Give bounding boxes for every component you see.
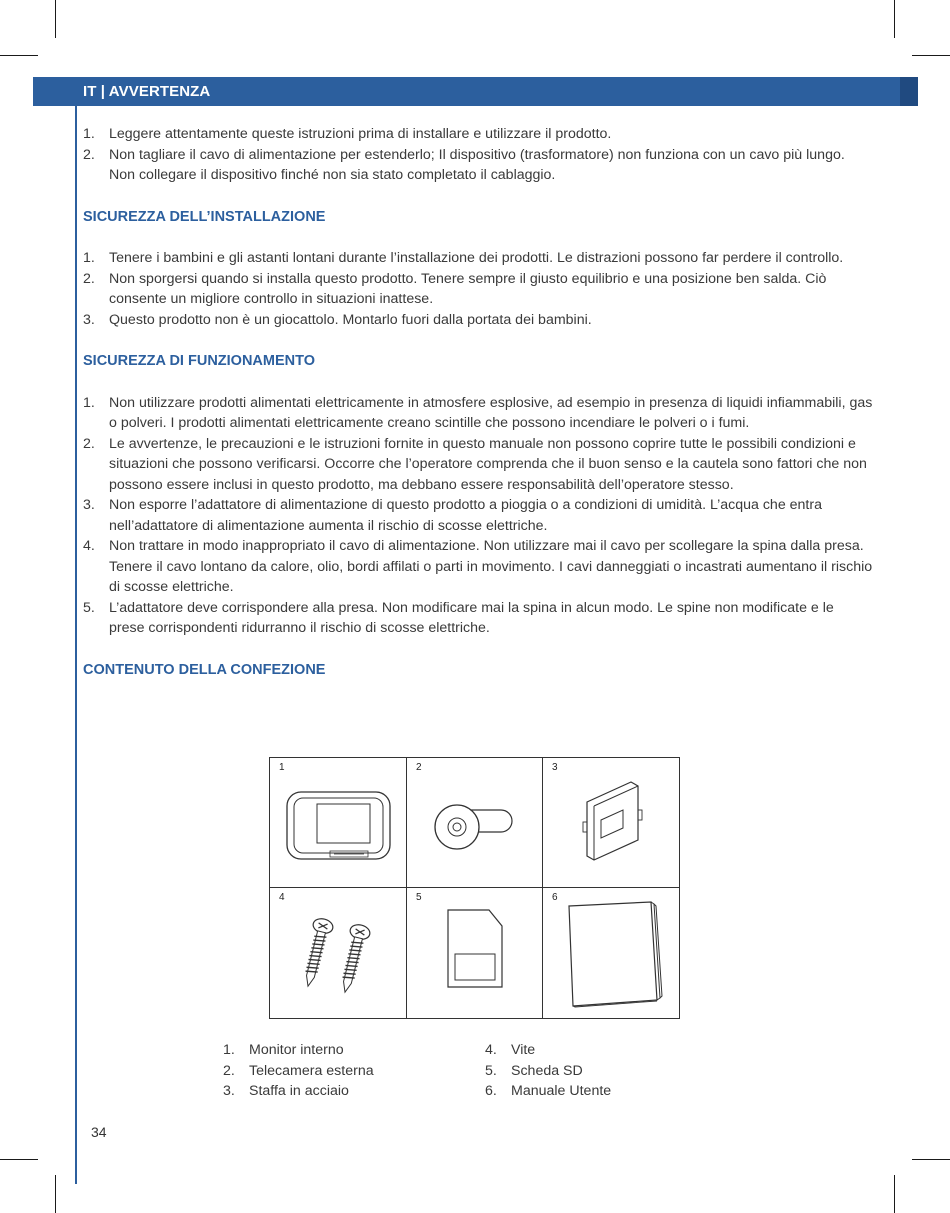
package-heading: CONTENUTO DELLA CONFEZIONE	[83, 661, 326, 678]
list-item	[83, 248, 873, 269]
monitor-icon	[270, 758, 406, 888]
item-label: Monitor interno	[249, 1042, 344, 1058]
list-item	[83, 495, 873, 536]
item-number: 1.	[223, 1042, 235, 1058]
item-number: 3.	[83, 311, 95, 328]
item-label: Manuale Utente	[511, 1083, 612, 1099]
item-number: 1.	[83, 250, 95, 266]
sd-card-icon	[407, 888, 543, 1018]
item-label: Vite	[511, 1042, 536, 1058]
item-label: Staffa in acciaio	[249, 1083, 349, 1099]
legend-item	[223, 1081, 374, 1102]
list-item	[83, 124, 873, 145]
screw-icon	[270, 888, 406, 1018]
list-item	[83, 598, 873, 639]
item-number: 5.	[83, 599, 95, 616]
installation-list	[83, 248, 873, 330]
bracket-icon	[543, 758, 679, 888]
package-cell-camera	[407, 758, 543, 888]
package-contents-grid	[269, 757, 680, 1019]
item-number: 2.	[223, 1062, 235, 1079]
cell-number: 2	[416, 762, 422, 773]
header-bar	[33, 77, 918, 106]
crop-mark	[0, 55, 38, 56]
legend-item	[223, 1040, 374, 1061]
item-label: Telecamera esterna	[249, 1062, 374, 1079]
side-rule	[75, 106, 77, 1184]
item-text: Questo prodotto non è un giocattolo. Montarlo fuori dalla portata dei bambini.	[109, 311, 592, 328]
crop-mark	[894, 0, 895, 38]
crop-mark	[912, 55, 950, 56]
cell-number: 4	[279, 892, 285, 903]
camera-icon	[407, 758, 543, 888]
page-title: IT | AVVERTENZA	[83, 83, 211, 100]
list-item	[83, 310, 873, 331]
item-number: 4.	[485, 1042, 497, 1058]
package-cell-screws	[270, 888, 407, 1018]
cell-number: 6	[552, 892, 558, 903]
package-legend-right	[485, 1040, 611, 1102]
page-number: 34	[91, 1124, 107, 1140]
main-content	[83, 124, 873, 680]
crop-mark	[0, 1159, 38, 1160]
item-number: 3.	[83, 497, 95, 513]
item-number: 2.	[83, 435, 95, 452]
package-legend-left	[223, 1040, 374, 1102]
item-text: Le avvertenze, le precauzioni e le istruzioni fornite in questo manuale non possono coprire tutte le possibili condizioni e situazioni che possono verificarsi. Occorre che l’operatore comprenda che il buon senso e la cautela sono fattori che non possono essere inclusi in questo prodotto, ma debbano essere responsabilità dell’operatore stesso.	[109, 435, 867, 493]
item-text: Non tagliare il cavo di alimentazione per estenderlo; Il dispositivo (trasformatore) non funziona con un cavo più lungo. Non collegare il dispositivo finché non sia stato completato il cablaggio.	[109, 146, 845, 183]
operation-list	[83, 393, 873, 639]
item-number: 1.	[83, 394, 95, 411]
list-item	[83, 536, 873, 598]
item-number: 2.	[83, 146, 95, 163]
list-item	[83, 434, 873, 496]
crop-mark	[894, 1175, 895, 1213]
legend-item	[485, 1081, 611, 1102]
crop-mark	[55, 1175, 56, 1213]
crop-mark	[55, 0, 56, 38]
package-cell-manual	[543, 888, 679, 1018]
installation-heading: SICUREZZA DELL’INSTALLAZIONE	[83, 208, 326, 225]
item-number: 1.	[83, 126, 95, 142]
item-number: 5.	[485, 1062, 497, 1079]
item-text: Tenere i bambini e gli astanti lontani durante l’installazione dei prodotti. Le distrazioni possono far perdere il controllo.	[109, 250, 844, 266]
legend-item	[485, 1061, 611, 1082]
list-item	[83, 269, 873, 310]
item-number: 3.	[223, 1083, 235, 1099]
legend-item	[485, 1040, 611, 1061]
manual-icon	[543, 888, 679, 1018]
package-cell-monitor	[270, 758, 407, 888]
item-text: L’adattatore deve corrispondere alla presa. Non modificare mai la spina in alcun modo. Le spine non modificate e le prese corrispondenti ridurranno il rischio di scosse elettriche.	[109, 599, 834, 636]
item-text: Non utilizzare prodotti alimentati elettricamente in atmosfere esplosive, ad esempio in presenza di liquidi infiammabili, gas o polveri. I prodotti alimentati elettricamente creano scintille che possono incendiare le polveri o i fumi.	[109, 394, 873, 431]
list-item	[83, 393, 873, 434]
warning-list	[83, 124, 873, 186]
cell-number: 3	[552, 762, 558, 773]
cell-number: 5	[416, 892, 422, 903]
item-text: Non sporgersi quando si installa questo prodotto. Tenere sempre il giusto equilibrio e una posizione ben salda. Ciò consente un migliore controllo in situazioni inattese.	[109, 270, 827, 307]
item-text: Non trattare in modo inappropriato il cavo di alimentazione. Non utilizzare mai il cavo per scollegare la spina dalla presa. Tenere il cavo lontano da calore, olio, bordi affilati o parti in movimento. I cavi danneggiati o incastrati aumentano il rischio di scosse elettriche.	[109, 538, 873, 595]
operation-heading: SICUREZZA DI FUNZIONAMENTO	[83, 353, 315, 369]
list-item	[83, 145, 873, 186]
header-edge	[900, 77, 918, 106]
item-number: 6.	[485, 1083, 497, 1099]
item-number: 4.	[83, 538, 95, 554]
item-text: Non esporre l’adattatore di alimentazione di questo prodotto a pioggia o a condizioni di umidità. L’acqua che entra nell’adattatore di alimentazione aumenta il rischio di scosse elettriche.	[109, 497, 822, 534]
cell-number: 1	[279, 762, 285, 773]
package-cell-sd-card	[407, 888, 543, 1018]
item-number: 2.	[83, 270, 95, 287]
package-cell-bracket	[543, 758, 679, 888]
item-text: Leggere attentamente queste istruzioni prima di installare e utilizzare il prodotto.	[109, 126, 612, 142]
legend-item	[223, 1061, 374, 1082]
item-label: Scheda SD	[511, 1062, 583, 1079]
crop-mark	[912, 1159, 950, 1160]
